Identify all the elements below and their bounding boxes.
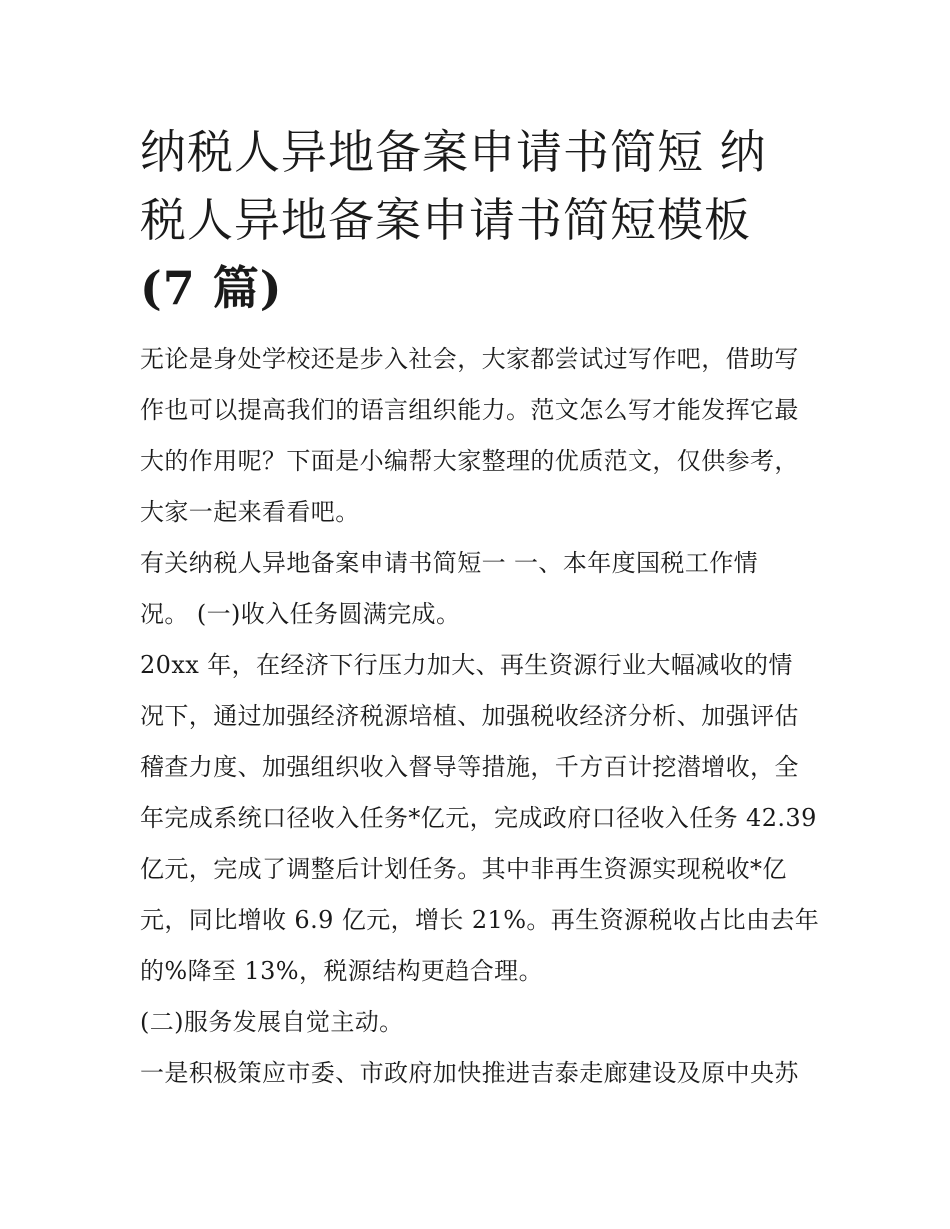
text-line: 大家一起来看看吧。 — [140, 498, 360, 526]
text-line: 元，同比增收 6.9 亿元，增长 21%。再生资源税收占比由去年 — [140, 906, 820, 934]
document-title — [140, 118, 812, 322]
document-body — [140, 334, 820, 1099]
text-line: (二)服务发展自觉主动。 — [140, 1008, 404, 1036]
service-paragraph — [140, 1048, 812, 1099]
intro-paragraph — [140, 334, 812, 538]
title-line: (7 篇) — [140, 261, 283, 315]
text-line: 无论是身处学校还是步入社会，大家都尝试过写作吧，借助写 — [140, 345, 799, 373]
revenue-paragraph — [140, 640, 820, 997]
text-line: 20xx 年，在经济下行压力加大、再生资源行业大幅减收的情 — [140, 651, 793, 679]
title-line: 纳税人异地备案申请书简短 纳 — [140, 125, 767, 179]
text-line: 况下，通过加强经济税源培植、加强税收经济分析、加强评估 — [140, 702, 799, 730]
text-line: 亿元，完成了调整后计划任务。其中非再生资源实现税收*亿 — [140, 855, 787, 883]
title-line: 税人异地备案申请书简短模板 — [140, 193, 751, 247]
text-line: 况。 (一)收入任务圆满完成。 — [140, 600, 461, 628]
document-page — [140, 118, 820, 1099]
text-line: 作也可以提高我们的语言组织能力。范文怎么写才能发挥它最 — [140, 396, 799, 424]
text-line: 稽查力度、加强组织收入督导等措施，千方百计挖潜增收，全 — [140, 753, 799, 781]
text-line: 的%降至 13%，税源结构更趋合理。 — [140, 957, 543, 985]
text-line: 一是积极策应市委、市政府加快推进吉泰走廊建设及原中央苏 — [140, 1059, 799, 1087]
text-line: 有关纳税人异地备案申请书简短一 一、本年度国税工作情 — [140, 549, 759, 577]
text-line: 大的作用呢？下面是小编帮大家整理的优质范文，仅供参考， — [140, 447, 799, 475]
section-heading-paragraph — [140, 538, 812, 640]
subheading-paragraph — [140, 997, 812, 1048]
text-line: 年完成系统口径收入任务*亿元，完成政府口径收入任务 42.39 — [140, 804, 817, 832]
